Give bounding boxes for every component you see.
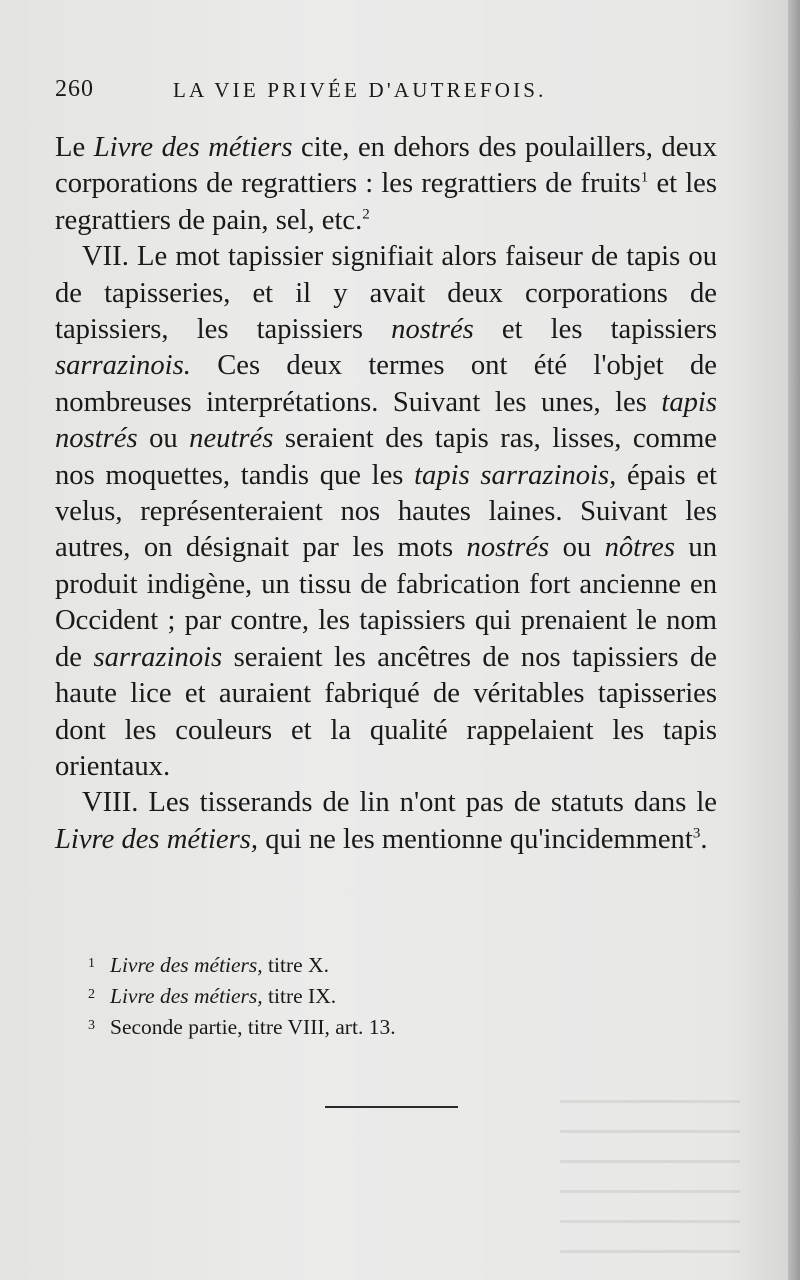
footnote-2: 2 Livre des métiers, titre IX. [88, 984, 337, 1008]
page-edge [788, 0, 800, 1280]
end-rule [325, 1106, 458, 1108]
footnote-ref-3: 3 [692, 825, 701, 842]
footnote-ref-1: 1 [640, 169, 649, 186]
paragraph-1: Le Livre des métiers cite, en dehors des poulaillers, deux corporations de regrattiers : les regrattiers de fruits$^1$ et les regrattiers de pain, sel, etc.$^2$ [55, 132, 718, 236]
body-text [55, 130, 717, 858]
running-title: LA VIE PRIVÉE D'AUTREFOIS. [173, 78, 547, 102]
footnote-1: 1 Livre des métiers, titre X. [88, 953, 329, 977]
paragraph-3: VIII. Les tisserands de lin n'ont pas de statuts dans le Livre des métiers, qui ne les mentionne qu'incidemment$^3$. [55, 787, 717, 855]
paragraph-2: VII. Le mot tapissier signifiait alors faiseur de tapis ou de tapisseries, et il y avait deux corporations de tapissiers, les tapissiers nostrés et les tapissiers sarrazinois. Ces deux termes ont été l'objet de nombreuses interprétations. Suivant les unes, les tapis nostrés ou neutrés seraient des tapis ras, lisses, comme nos moquettes, tandis que les tapis sarrazinois, épais et velus, représenteraient nos hautes laines. Suivant les autres, on désignait par les mots nostrés ou nôtres un produit indigène, un tissu de fabrication fort ancienne en Occident ; par contre, les tapissiers qui prenaient le nom de sarrazinois seraient les ancêtres de nos tapissiers de haute lice et auraient fabriqué de véritables tapisseries dont les couleurs et la qualité rappelaient les tapis orientaux. [55, 241, 718, 782]
footnote-3: 3 Seconde partie, titre VIII, art. 13. [88, 1015, 396, 1039]
footnote-ref-2: 2 [362, 206, 370, 223]
page-header [55, 76, 745, 106]
show-through-text [560, 1100, 740, 1260]
footnotes [88, 950, 688, 1043]
page-number: 260 [55, 76, 94, 102]
